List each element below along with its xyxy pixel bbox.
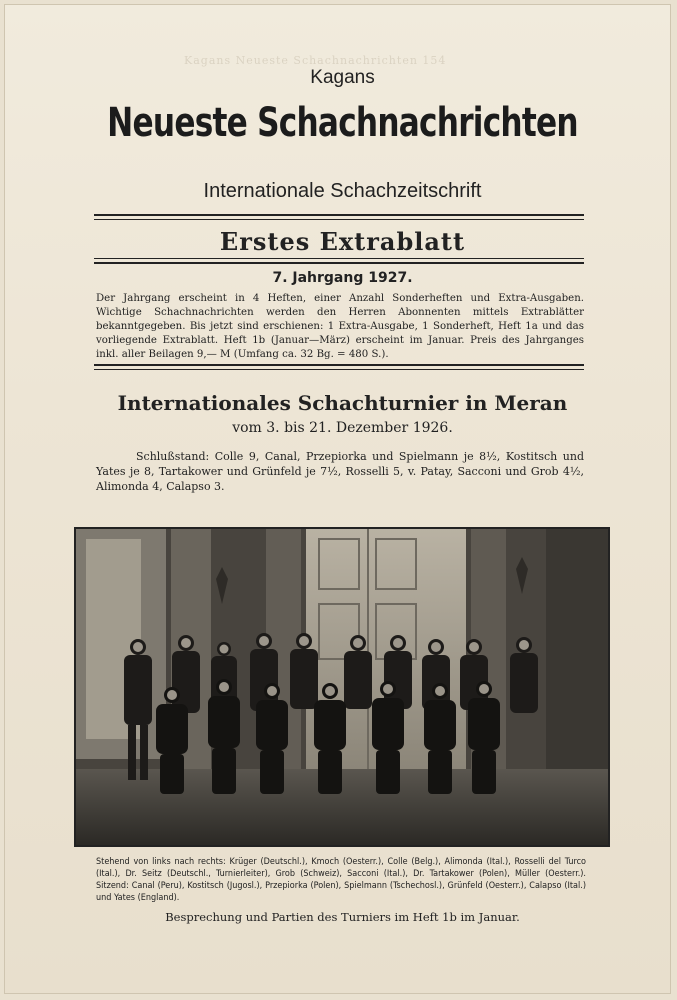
- bleed-through-text: Kagans Neueste Schachnachrichten 154: [184, 54, 447, 67]
- group-photo: [74, 527, 610, 847]
- jahrgang-text: Der Jahrgang erscheint in 4 Heften, einer Anzahl Sonderheften und Extra-Ausgaben. Wichtige Schachnachrichten werden den Herren Abonnenten mittels Extrablätter bekanntgegeben. Bis jetzt sind erschienen: 1 Extra-Ausgabe, 1 Sonderheft, Heft 1a und das vorliegende Extrablatt. Heft 1b (Januar—März) erscheint im Januar. Preis des Jahrganges inkl. aller Beilagen 9,— M (Umfang ca. 32 Bg. = 480 S.).: [96, 293, 584, 360]
- photo-caption: Stehend von links nach rechts: Krüger (Deutschl.), Kmoch (Oesterr.), Colle (Belg.), Alimonda (Ital.), Rosselli del Turco (Ital.), Dr. Seitz (Deutschl., Turnierleiter), Grob (Schweiz), Sacconi (Ital.), Dr. Tartakower (Polen), Müller (Oesterr.). Sitzend: Canal (Peru), Kostitsch (Jugosl.), Przepiorka (Polen), Spielmann (Tschechosl.), Grünfeld (Oesterr.), Calapso (Ital.) und Yates (England).: [96, 857, 586, 903]
- tournament-dates: vom 3. bis 21. Dezember 1926.: [232, 420, 453, 436]
- masthead-title: Neueste Schachnachrichten: [107, 100, 578, 146]
- document-page: [4, 4, 671, 994]
- rule-bottom-thin: [94, 369, 584, 370]
- banner-title: Erstes Extrablatt: [219, 227, 466, 256]
- rule-top-thin: [94, 219, 584, 220]
- rule-bottom: [94, 364, 584, 366]
- masthead-subtitle: Internationale Schachzeitschrift: [203, 180, 482, 202]
- jahrgang-heading: 7. Jahrgang 1927.: [272, 270, 413, 286]
- rule-top: [94, 214, 584, 216]
- tournament-heading: Internationales Schachturnier in Meran: [117, 391, 568, 415]
- rule-mid: [94, 262, 584, 264]
- masthead-kicker: Kagans: [310, 67, 375, 88]
- rule-mid-thin: [94, 258, 584, 259]
- tournament-standings: Schlußstand: Colle 9, Canal, Przepiorka und Spielmann je 8½, Kostitsch und Yates je 8, Tartakower und Grünfeld je 7½, Rosselli 5, v. Patay, Sacconi und Grob 4½, Alimonda 4, Calapso 3.: [96, 450, 584, 493]
- footer-note: Besprechung und Partien des Turniers im Heft 1b im Januar.: [165, 910, 520, 924]
- group-photo-illustration: [76, 529, 608, 845]
